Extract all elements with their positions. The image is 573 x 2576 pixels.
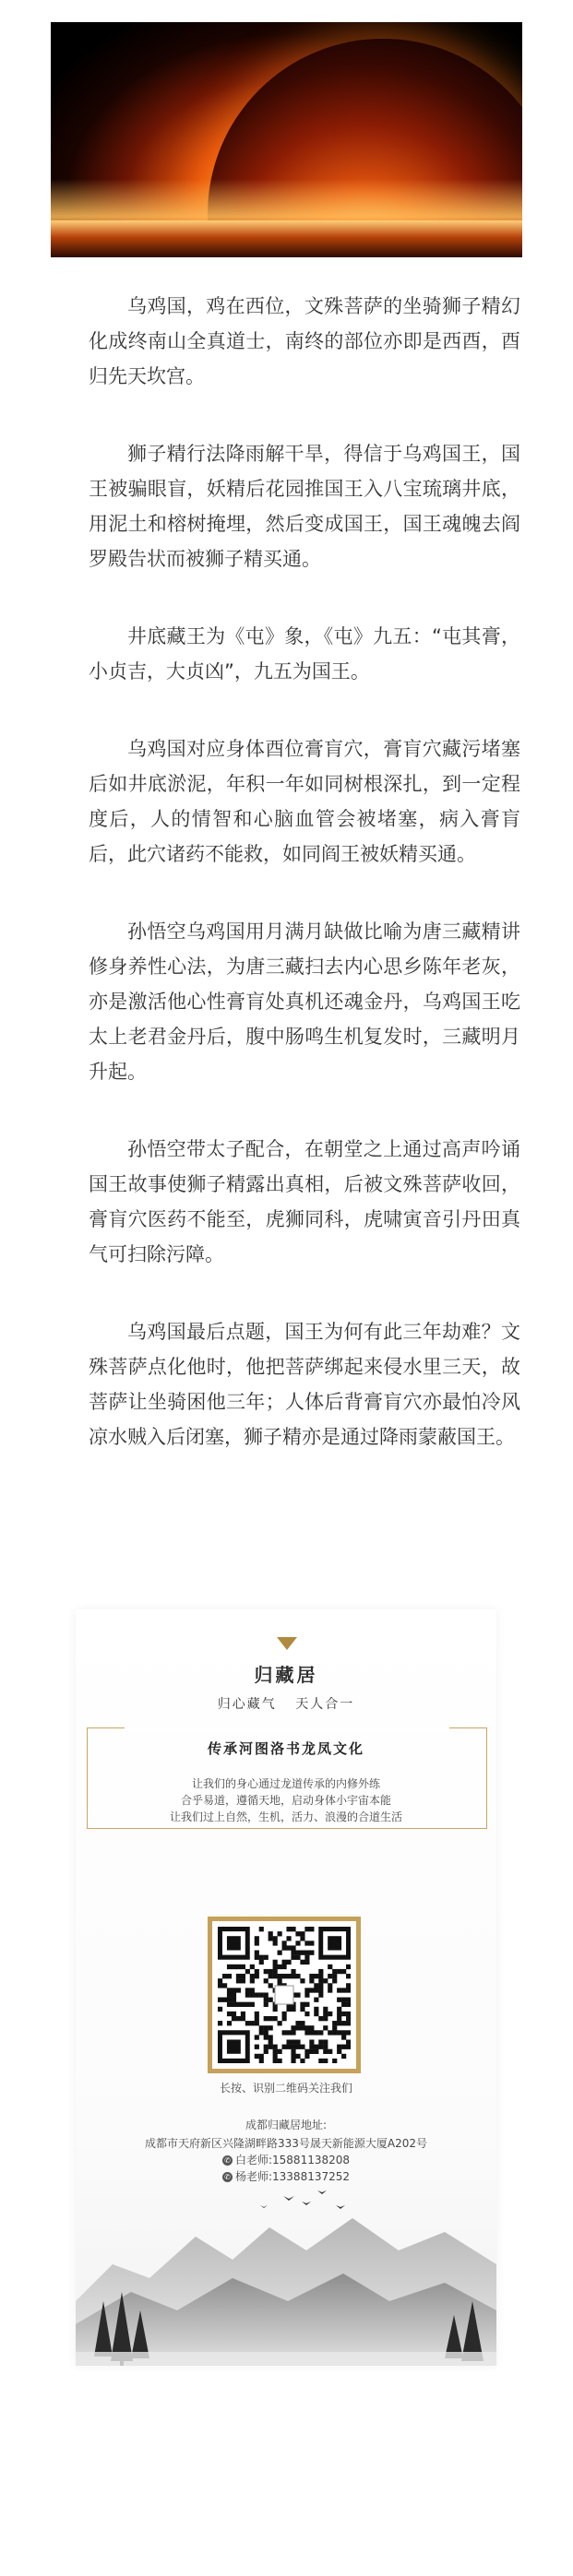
brand-name: 归藏居: [254, 1664, 318, 1686]
article-paragraph-4: 乌鸡国对应身体酉位膏肓穴，膏肓穴藏污堵塞后如井底淤泥，年积一年如同树根深扎，到一定程度后，人的情智和心脑血管会被堵塞，病入膏肓后，此穴诸药不能救，如同阎王被妖精买通。: [89, 738, 520, 865]
article-paragraph-2: 狮子精行法降雨解干旱，得信于乌鸡国王，国王被骗眼盲，妖精后花园推国王入八宝琉璃井底，用泥土和榕树掩埋，然后变成国王，国王魂魄去阎罗殿告状而被狮子精买通。: [89, 443, 520, 570]
article-paragraph-7: 乌鸡国最后点题，国王为何有此三年劫难？文殊菩萨点化他时，他把菩萨绑起来侵水里三天，故菩萨让坐骑困他三年；人体后背膏肓穴亦最怕冷风凉水贼入后闭塞，狮子精亦是通过降雨蒙蔽国王。: [89, 1321, 520, 1448]
article-paragraph-6: 孙悟空带太子配合，在朝堂之上通过高声吟诵国王故事使狮子精露出真相，后被文殊菩萨收回，膏肓穴医药不能至，虎狮同科，虎啸寅音引丹田真气可扫除污障。: [89, 1138, 520, 1265]
article-paragraph-1: 乌鸡国，鸡在西位，文殊菩萨的坐骑狮子精幻化成终南山全真道士，南终的部位亦即是西酉，酉归先天坎宫。: [89, 295, 520, 387]
qr-code-graphic: [218, 1927, 351, 2063]
hero-image: [51, 22, 522, 257]
article-paragraph-3: 井底藏王为《屯》象，《屯》九五：“屯其膏，小贞吉，大贞凶”，九五为国王。: [89, 625, 520, 683]
phone-icon: ✆: [222, 2155, 233, 2166]
contact-bai-text: 白老师:15881138208: [234, 2154, 351, 2166]
qr-code[interactable]: [208, 1917, 361, 2073]
phone-icon: ✆: [222, 2172, 233, 2182]
ink-landscape-illustration: [76, 2163, 496, 2366]
contact-yang-text: 杨老师:13388137252: [234, 2170, 351, 2183]
triangle-marker-icon: [277, 1637, 297, 1650]
birds-icon: [260, 2190, 345, 2209]
article-body: [89, 289, 520, 1497]
brand-slogan: 归心藏气 天人合一: [217, 1697, 355, 1712]
article-paragraph-5: 孙悟空乌鸡国用月满月缺做比喻为唐三藏精讲修身养性心法，为唐三藏扫去内心思乡陈年老灰，亦是激活他心性膏肓处真机还魂金丹，乌鸡国王吃太上老君金丹后，腹中肠鸣生机复发时，三藏明月升起。: [89, 920, 520, 1083]
culture-heading: 传承河图洛书龙凤文化: [207, 1740, 364, 1757]
desc-line-2: 合乎易道，遵循天地，启动身体小宇宙本能: [180, 1794, 391, 1807]
address-text: 成都市天府新区兴隆湖畔路333号晟天新能源大厦A202号: [144, 2137, 428, 2150]
address-title: 成都归藏居地址:: [245, 2119, 328, 2131]
desc-line-3: 让我们过上自然，生机，活力、浪漫的合道生活: [169, 1810, 402, 1823]
desc-line-1: 让我们的身心通过龙道传承的内修外练: [191, 1777, 380, 1790]
horizon-band: [51, 220, 522, 257]
qr-caption: 长按、识别二维码关注我们: [219, 2082, 352, 2095]
footer-card: [76, 1609, 496, 2366]
